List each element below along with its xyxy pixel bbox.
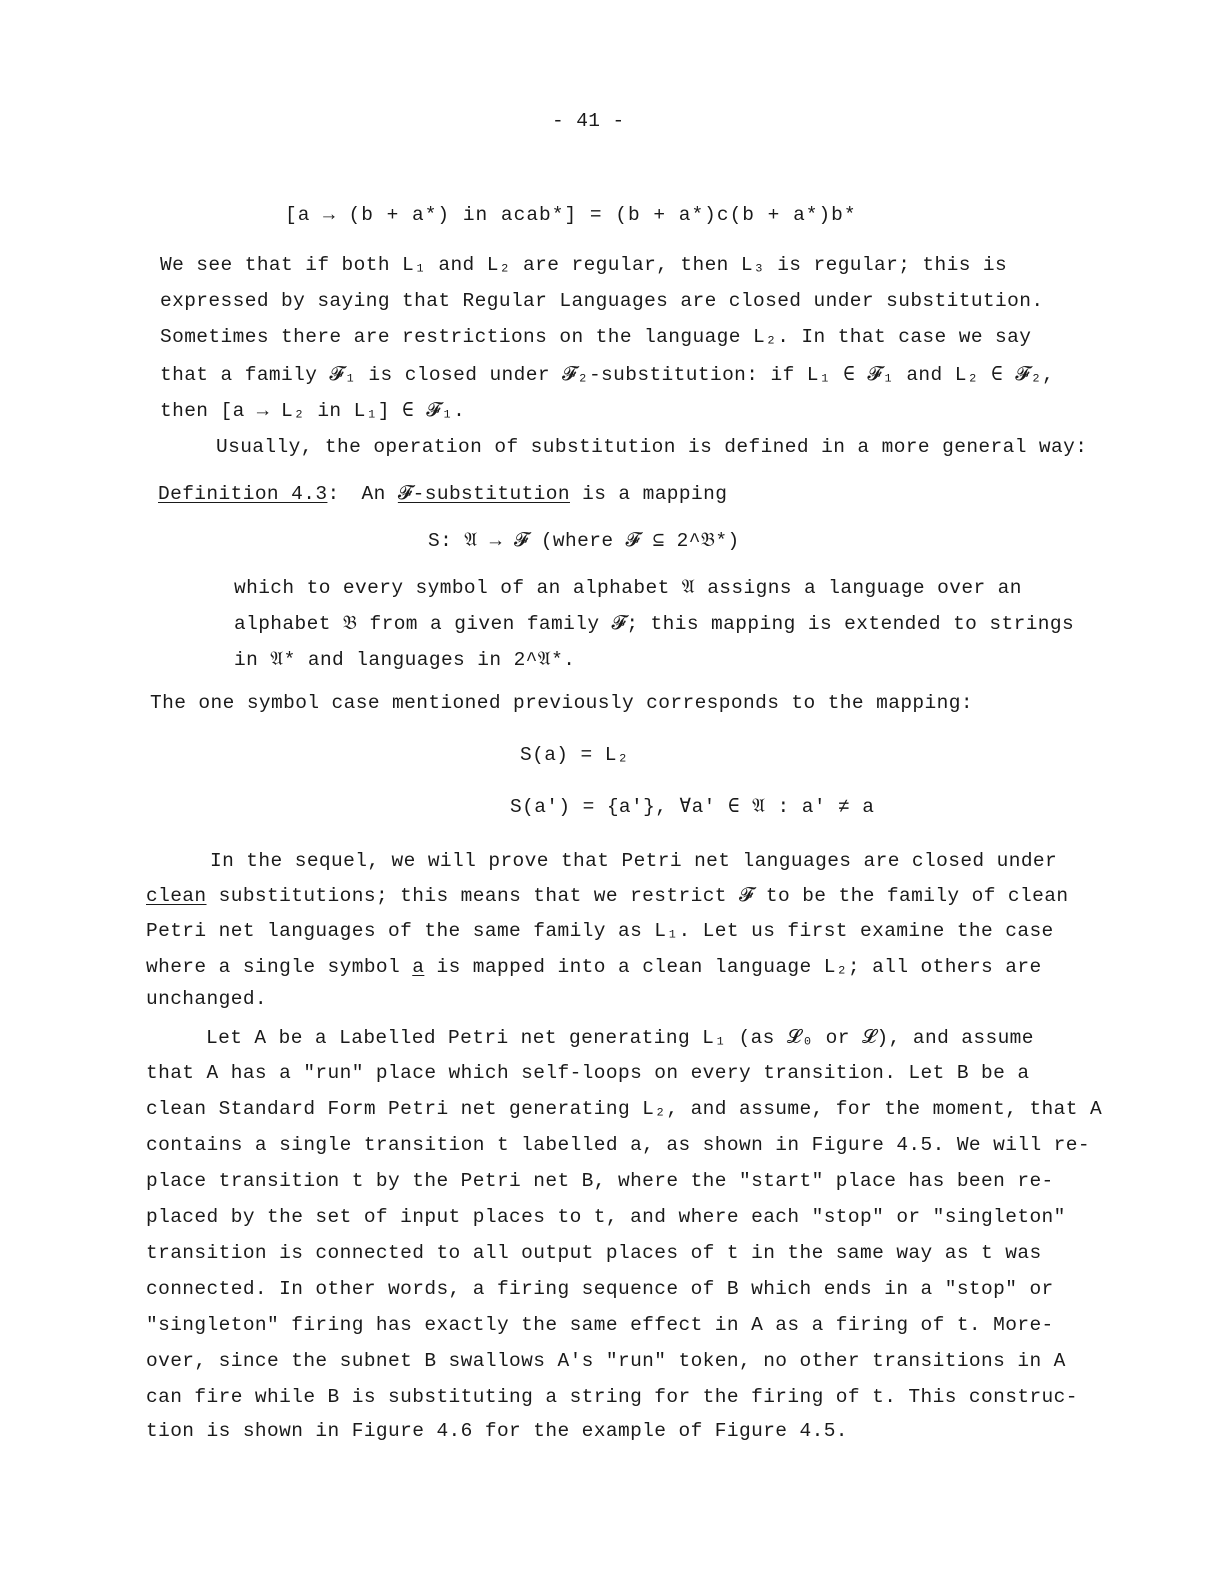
para4-line-4: [146, 956, 1042, 978]
para1-line-2: expressed by saying that Regular Languages are closed under substitution.: [160, 290, 1044, 312]
mapping-equation-2: S(a') = {a'}, ∀a' ∈ 𝔄 : a' ≠ a: [510, 796, 875, 818]
para5-line-8: connected. In other words, a firing sequence of B which ends in a "stop" or: [146, 1278, 1054, 1300]
para1-line-5: then [a → L₂ in L₁] ∈ 𝓕₁.: [160, 400, 466, 422]
page-number: - 41 -: [552, 110, 625, 132]
definition-mapping: S: 𝔄 → 𝓕 (where 𝓕 ⊆ 2^𝔅*): [428, 530, 740, 552]
para4-line-4-pre: where a single symbol: [146, 956, 413, 978]
definition-intro-post: is a mapping: [569, 483, 728, 505]
para5-line-1: Let A be a Labelled Petri net generating L₁ (as 𝓛₀ or 𝓛), and assume: [206, 1027, 1034, 1049]
definition-label: Definition 4.3: [158, 483, 328, 505]
para5-line-3: clean Standard Form Petri net generating L₂, and assume, for the moment, that A: [146, 1098, 1103, 1120]
definition-body-line-2: alphabet 𝔅 from a given family 𝓕; this mapping is extended to strings: [234, 613, 1075, 635]
para5-line-4: contains a single transition t labelled a, as shown in Figure 4.5. We will re-: [146, 1134, 1090, 1156]
definition-term: 𝓕-substitution: [397, 483, 570, 505]
para5-line-5: place transition t by the Petri net B, where the "start" place has been re-: [146, 1170, 1054, 1192]
para4-line-2-rest: substitutions; this means that we restrict 𝓕 to be the family of clean: [206, 885, 1069, 907]
para5-line-9: "singleton" firing has exactly the same effect in A as a firing of t. More-: [146, 1314, 1054, 1336]
para4-line-3: Petri net languages of the same family as L₁. Let us first examine the case: [146, 920, 1054, 942]
para5-line-10: over, since the subnet B swallows A's "run" token, no other transitions in A: [146, 1350, 1066, 1372]
para4-line-4-post: is mapped into a clean language L₂; all others are: [424, 956, 1042, 978]
definition-intro-pre: An: [361, 483, 398, 505]
para3: The one symbol case mentioned previously corresponds to the mapping:: [150, 692, 973, 714]
para4-line-2: [146, 884, 1068, 907]
para4-line-1: In the sequel, we will prove that Petri net languages are closed under: [210, 850, 1058, 872]
para1-line-4: that a family 𝓕₁ is closed under 𝓕₂-substitution: if L₁ ∈ 𝓕₁ and L₂ ∈ 𝓕₂,: [160, 364, 1055, 386]
equation-top: [a → (b + a*) in acab*] = (b + a*)c(b + a*)b*: [285, 204, 857, 226]
para2: Usually, the operation of substitution is defined in a more general way:: [216, 436, 1088, 458]
para1-line-3: Sometimes there are restrictions on the language L₂. In that case we say: [160, 326, 1032, 348]
para5-line-12: tion is shown in Figure 4.6 for the example of Figure 4.5.: [146, 1420, 848, 1442]
para5-line-2: that A has a "run" place which self-loops on every transition. Let B be a: [146, 1062, 1030, 1084]
definition-body-line-3: in 𝔄* and languages in 2^𝔄*.: [234, 649, 576, 671]
para1-line-1: We see that if both L₁ and L₂ are regular, then L₃ is regular; this is: [160, 254, 1008, 276]
clean-word: clean: [146, 885, 207, 907]
para5-line-11: can fire while B is substituting a string for the firing of t. This construc-: [146, 1386, 1078, 1408]
para4-line-5: unchanged.: [146, 988, 268, 1010]
para5-line-6: placed by the set of input places to t, and where each "stop" or "singleton": [146, 1206, 1066, 1228]
mapping-equation-1: S(a) = L₂: [520, 744, 629, 766]
definition-colon: :: [327, 483, 340, 505]
definition-heading: [158, 482, 727, 505]
definition-body-line-1: which to every symbol of an alphabet 𝔄 assigns a language over an: [234, 577, 1022, 599]
para5-line-7: transition is connected to all output places of t in the same way as t was: [146, 1242, 1042, 1264]
symbol-a: a: [412, 956, 425, 978]
